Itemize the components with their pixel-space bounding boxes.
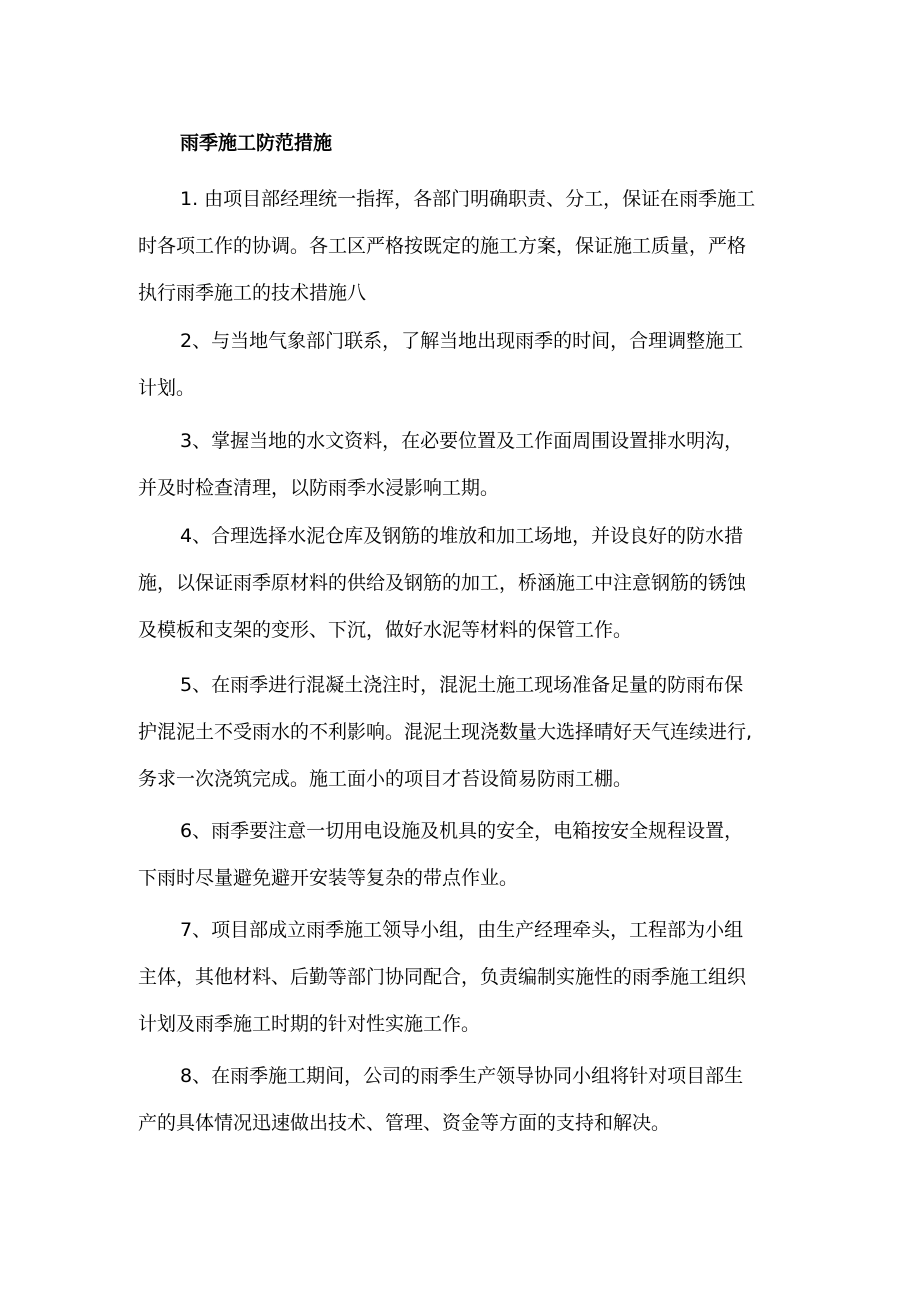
paragraph-line: 3、掌握当地的水文资料，在必要位置及工作面周围设置排水明沟，	[180, 430, 744, 452]
paragraph-line: 6、雨季要注意一切用电设施及机具的安全，电箱按安全规程设置，	[180, 820, 744, 842]
paragraph-line: 计划及雨季施工时期的针对性实施工作。	[138, 1013, 481, 1035]
paragraph-line: 2、与当地气象部门联系，了解当地出现雨季的时间，合理调整施工	[180, 330, 744, 352]
paragraph-5	[138, 662, 798, 803]
paragraph-line: 施，以保证雨季原材料的供给及钢筋的加工，桥涵施工中注意钢筋的锈蚀	[138, 572, 747, 594]
paragraph-line: 下雨时尽量避免避开安装等复杂的带点作业。	[138, 867, 519, 889]
paragraph-6	[138, 808, 798, 902]
paragraph-line: 及模板和支架的变形、下沉，做好水泥等材料的保管工作。	[138, 619, 633, 641]
paragraph-line: 7、项目部成立雨季施工领导小组，由生产经理牵头，工程部为小组	[180, 919, 744, 941]
paragraph-line: 护混泥土不受雨水的不利影响。混泥土现浇数量大选择晴好天气连续进行,	[138, 721, 753, 743]
paragraph-8	[138, 1053, 798, 1147]
paragraph-line: 时各项工作的协调。各工区严格按既定的施工方案，保证施工质量，严格	[138, 235, 747, 257]
paragraph-4	[138, 513, 798, 654]
paragraph-line: 务求一次浇筑完成。施工面小的项目才苔设简易防雨工棚。	[138, 768, 633, 790]
paragraph-line: 4、合理选择水泥仓库及钢筋的堆放和加工场地，并设良好的防水措	[180, 525, 744, 547]
paragraph-7	[138, 907, 798, 1048]
paragraph-3	[138, 418, 798, 512]
paragraph-line: 1. 由项目部经理统一指挥，各部门明确职责、分工，保证在雨季施工	[180, 188, 756, 210]
paragraph-line: 计划。	[138, 377, 196, 399]
paragraph-line: 并及时检查清理，以防雨季水浸影响工期。	[138, 477, 500, 499]
document-title: 雨季施工防范措施	[180, 132, 333, 154]
paragraph-1	[138, 176, 798, 317]
paragraph-2	[138, 318, 798, 412]
paragraph-line: 产的具体情况迅速做出技术、管理、资金等方面的支持和解决。	[138, 1112, 671, 1134]
paragraph-line: 5、在雨季进行混凝土浇注时，混泥土施工现场准备足量的防雨布保	[180, 674, 744, 696]
paragraph-line: 主体，其他材料、后勤等部门协同配合，负责编制实施性的雨季施工组织	[138, 966, 747, 988]
paragraph-line: 8、在雨季施工期间，公司的雨季生产领导协同小组将针对项目部生	[180, 1065, 744, 1087]
paragraph-line: 执行雨季施工的技术措施八	[138, 282, 367, 304]
